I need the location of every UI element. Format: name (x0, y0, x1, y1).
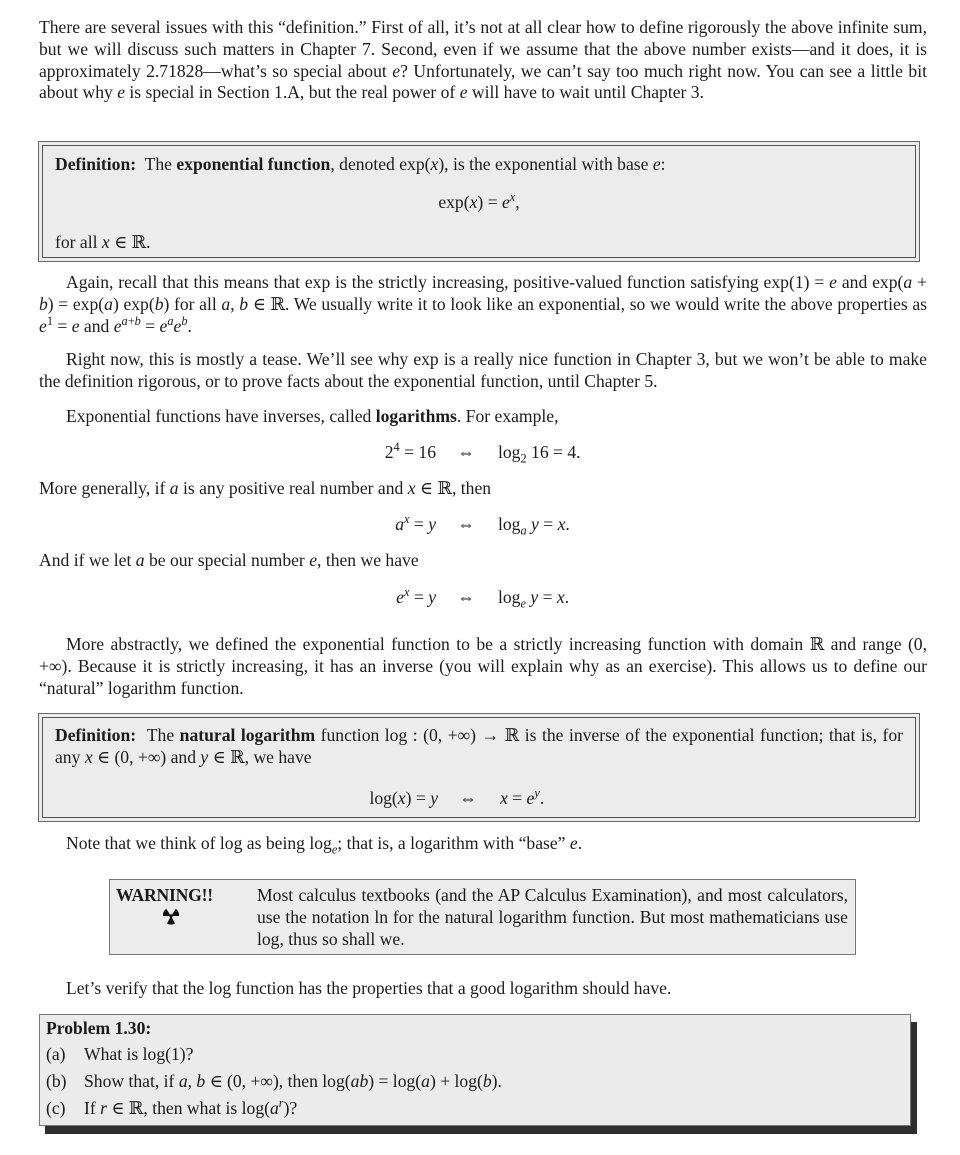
warning-label: WARNING!! (116, 885, 213, 905)
paragraph-logarithms-intro: Exponential functions have inverses, called logarithms. For example, (66, 406, 559, 426)
definition-label: Definition: (55, 725, 137, 745)
equation-left: $2^4 = 16$ (384, 440, 436, 462)
paragraph-exp-properties: Again, recall that this means that exp is the strictly increasing, positive-valued function satisfying exp(1) = e and exp(a + b) = exp(a) exp(b) for all a, b ∈ ℝ. We usually write it to look like an exponential, so we would write the above properties as $e^1 = e$ and $e^{a+b} = e^ae^b$. (39, 272, 928, 336)
definition-exponential-equation: $\exp(x) = e^x$, (438, 190, 520, 212)
problem-item-label: (c) (46, 1098, 66, 1118)
paragraph-tease: Right now, this is mostly a tease. We’ll see why exp is a really nice function in Chapter 3, but we won’t be able to make the definition rigorous, or to prove facts about the exponential function, until Chapter 5. (39, 349, 927, 391)
iff-symbol: ⇔ (459, 788, 477, 808)
warning-text: Most calculus textbooks (and the AP Calculus Examination), and most calculators, use the notation ln for the natural logarithm function. But most mathematicians use log, thus so shall we. (257, 885, 848, 949)
problem-title: Problem 1.30: (46, 1018, 152, 1038)
equation-left: $a^x = y$ (395, 512, 436, 534)
equation-left: log(x) = y (369, 788, 438, 808)
definition-exponential-footer: for all x ∈ ℝ. (55, 232, 151, 252)
radiation-hazard-icon (162, 907, 180, 925)
paragraph-log-base-e: Note that we think of log as being $\log_e$; that is, a logarithm with “base” e. (66, 833, 583, 857)
problem-item: (c) If r ∈ ℝ, then what is $\log(a^r)$? (46, 1096, 298, 1118)
problem-item: (a) What is log(1)? (46, 1044, 194, 1064)
definition-intro: The (144, 154, 172, 174)
problem-box (39, 1014, 911, 1126)
iff-symbol: ⇔ (457, 587, 475, 607)
definition-natural-log-text: Definition: The natural logarithm function log : (0, +∞) → ℝ is the inverse of the exponential function; that is, for any x ∈ (0, +∞) and y ∈ ℝ, we have (55, 725, 903, 767)
paragraph-abstract-definition: More abstractly, we defined the exponential function to be a strictly increasing function with domain ℝ and range (0, +∞). Because it is strictly increasing, it has an inverse (you will explain why as an exercise). This allows us to define our “natural” logarithm function. (39, 634, 927, 698)
definition-term: natural logarithm (179, 725, 316, 745)
paragraph-definition-issues: There are several issues with this “definition.” First of all, it’s not at all clear how to define rigorously the above infinite sum, but we will discuss such matters in Chapter 7. Second, even if we assume that the above number exists—and it does, it is approximately 2.71828—what’s so special about e? Unfortunately, we can’t say too much right now. You can see a little bit about why e is special in Section 1.A, but the real power of e will have to wait until Chapter 3. (39, 17, 927, 103)
problem-item-label: (a) (46, 1044, 66, 1064)
problem-item: (b) Show that, if a, b ∈ (0, +∞), then log(ab) = log(a) + log(b). (46, 1071, 502, 1091)
definition-box-exponential (38, 141, 920, 262)
iff-symbol: ⇔ (457, 514, 475, 534)
paragraph-general-base: More generally, if a is any positive real number and x ∈ ℝ, then (39, 478, 492, 498)
definition-exponential-text: Definition: The exponential function, denoted exp(x), is the exponential with base e: (55, 154, 666, 174)
equation-right: $\log_2 16 = 4$. (498, 442, 581, 466)
problem-item-label: (b) (46, 1071, 67, 1091)
iff-symbol: ⇔ (457, 442, 475, 462)
warning-box (109, 879, 856, 955)
definition-box-natural-log (38, 713, 920, 822)
equation-right: $\log_e y = x$. (498, 587, 570, 611)
equation-right: $x = e^y$. (500, 786, 545, 808)
paragraph-verify-properties: Let’s verify that the log function has the properties that a good logarithm should have. (66, 978, 672, 998)
definition-term: exponential function (176, 154, 331, 174)
definition-label: Definition: (55, 154, 137, 174)
paragraph-special-e: And if we let a be our special number e, then we have (39, 550, 419, 570)
equation-left: $e^x = y$ (396, 585, 436, 607)
equation-right: $\log_a y = x$. (498, 514, 570, 538)
